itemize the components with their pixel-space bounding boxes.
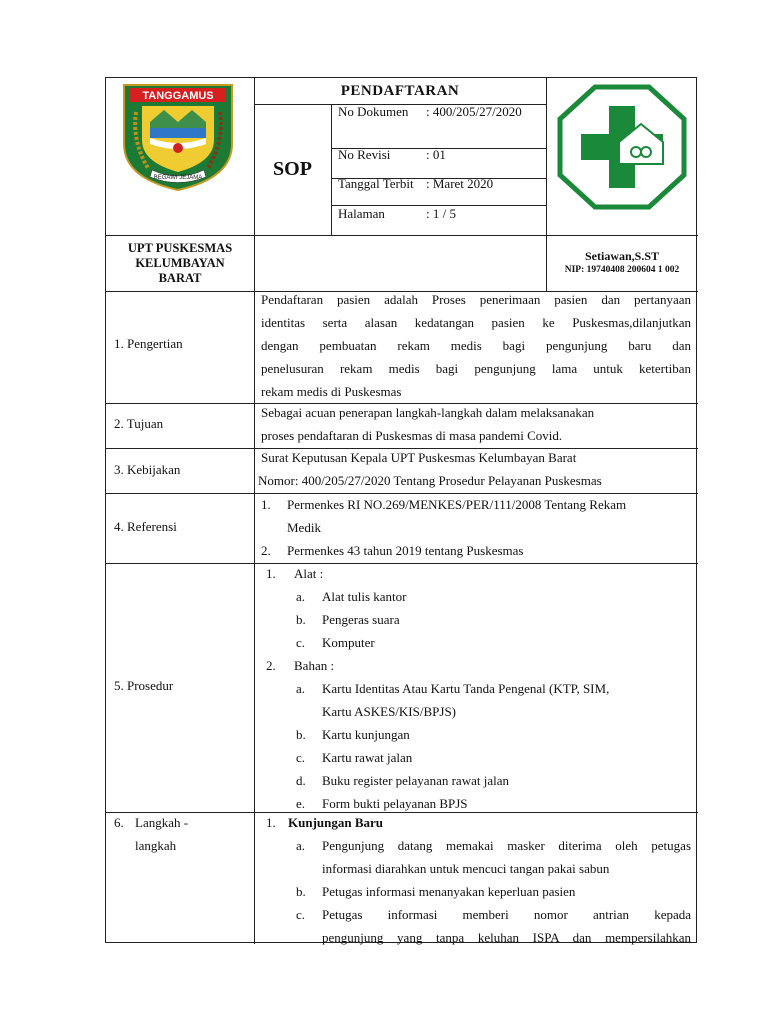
referensi-item [261,539,691,562]
puskesmas-logo [557,84,687,210]
text-line: rekam medis di Puskesmas [261,384,402,399]
sop-document [105,77,697,943]
item-number: 2. [261,543,271,558]
label-prosedur: 5. Prosedur [114,678,174,693]
tanggamus-regency-crest-icon [122,82,234,192]
item-letter: c. [296,635,306,650]
item-letter: d. [296,773,306,788]
meta-row-no-revisi [338,143,543,166]
group-title: Kunjungan Baru [288,815,384,830]
text-line: Nomor: 400/205/27/2020 Tentang Prosedur Pelayanan Puskesmas [258,473,602,488]
prosedur-item [266,723,691,746]
label-langkah-line1: Langkah - [135,815,189,830]
item-letter: b. [296,612,306,627]
text-line: proses pendaftaran di Puskesmas di masa pandemi Covid. [261,428,563,443]
content-referensi [261,493,691,562]
label-langkah [114,811,188,857]
meta-value: : Maret 2020 [426,176,494,191]
label-tujuan: 2. Tujuan [114,416,164,431]
signer-block [546,235,698,291]
prosedur-item [266,631,691,654]
item-letter: b. [296,727,306,742]
group-number: 1. [266,566,276,581]
tanggamus-logo [122,82,234,192]
group-number: 1. [266,815,276,830]
meta-row-tanggal-terbit [338,172,543,195]
item-text: Komputer [322,635,375,650]
meta-label: No Dokumen [338,104,409,119]
item-letter: a. [296,589,306,604]
text-line: dengan pembuatan rekam medis bagi pengunjung baru dan [261,338,691,353]
label-langkah-line2: langkah [135,838,177,853]
document-title: PENDAFTARAN [340,83,460,99]
content-kebijakan [258,446,692,492]
item-letter: e. [296,796,306,811]
text-line: penelusuran rekam medis bagi pengunjung lama untuk ketertiban [261,361,691,376]
prosedur-group-bahan [266,654,691,677]
item-text: pengunjung yang tanpa keluhan ISPA dan mempersilahkan [322,930,691,945]
item-text: Petugas informasi memberi nomor antrian kepada [322,907,691,922]
meta-label: Halaman [338,206,385,221]
item-text: Kartu rawat jalan [322,750,413,765]
group-title: Bahan : [294,658,335,673]
content-pengertian [261,288,691,403]
meta-row-no-dokumen [338,100,543,123]
label-kebijakan: 3. Kebijakan [114,462,181,477]
text-line: Pendaftaran pasien adalah Proses penerimaan pasien dan pertanyaan [261,292,691,307]
group-title: Alat : [294,566,324,581]
prosedur-item [266,769,691,792]
meta-value: : 01 [426,147,446,162]
text-line: Sebagai acuan penerapan langkah-langkah dalam melaksanakan [261,405,595,420]
prosedur-item-cont: Kartu ASKES/KIS/BPJS) [322,704,456,719]
langkah-item [266,880,691,903]
item-text: Pengeras suara [322,612,400,627]
referensi-item-cont: Medik [287,520,321,535]
organization-name: UPT PUSKESMAS KELUMBAYAN BARAT [127,241,233,285]
item-letter: c. [296,907,306,922]
signer-name: Setiawan,S.ST [584,249,660,263]
item-text: Kartu Identitas Atau Kartu Tanda Pengenal (KTP, SIM, [322,681,610,696]
text-line: Surat Keputusan Kepala UPT Puskesmas Kelumbayan Barat [261,450,577,465]
puskesmas-logo-icon [557,84,687,210]
label-referensi: 4. Referensi [114,519,177,534]
referensi-item [261,493,691,516]
group-number: 2. [266,658,276,673]
content-prosedur [266,562,691,815]
langkah-item [266,903,691,949]
item-text: Permenkes RI NO.269/MENKES/PER/111/2008 Tentang Rekam [287,497,627,512]
crest-motto-text: BEGAWI JEJAMA [153,175,203,181]
item-number: 1. [261,497,271,512]
label-pengertian: 1. Pengertian [114,336,183,351]
prosedur-item [266,746,691,769]
prosedur-item [266,677,691,700]
item-letter: c. [296,750,306,765]
signer-nip: NIP: 19740408 200604 1 002 [564,265,680,275]
meta-value: : 400/205/27/2020 [426,104,522,119]
content-tujuan [261,401,691,447]
item-letter: b. [296,884,306,899]
item-text: Form bukti pelayanan BPJS [322,796,468,811]
prosedur-group-alat [266,562,691,585]
item-letter: a. [296,838,306,853]
item-text: Kartu kunjungan [322,727,410,742]
sop-label: SOP [273,158,312,180]
item-text: informasi diarahkan untuk mencuci tangan pakai sabun [322,861,610,876]
meta-value: : 1 / 5 [426,206,456,221]
langkah-group [266,811,691,834]
meta-row-halaman [338,202,543,225]
item-text: Permenkes 43 tahun 2019 tentang Puskesmas [287,543,524,558]
prosedur-item [266,608,691,631]
langkah-item [266,834,691,880]
label-langkah-num: 6. [114,815,124,830]
text-line: identitas serta alasan kedatangan pasien ke Puskesmas,dilanjutkan [261,315,691,330]
item-text: Buku register pelayanan rawat jalan [322,773,509,788]
item-text: Alat tulis kantor [322,589,407,604]
content-langkah [266,811,691,949]
item-text: Petugas informasi menanyakan keperluan pasien [322,884,576,899]
crest-banner-text: TANGGAMUS [142,90,214,102]
item-text: Pengunjung datang memakai masker diterima oleh petugas [322,838,691,853]
prosedur-item [266,585,691,608]
item-letter: a. [296,681,306,696]
meta-label: Tanggal Terbit [338,176,414,191]
meta-label: No Revisi [338,147,391,162]
